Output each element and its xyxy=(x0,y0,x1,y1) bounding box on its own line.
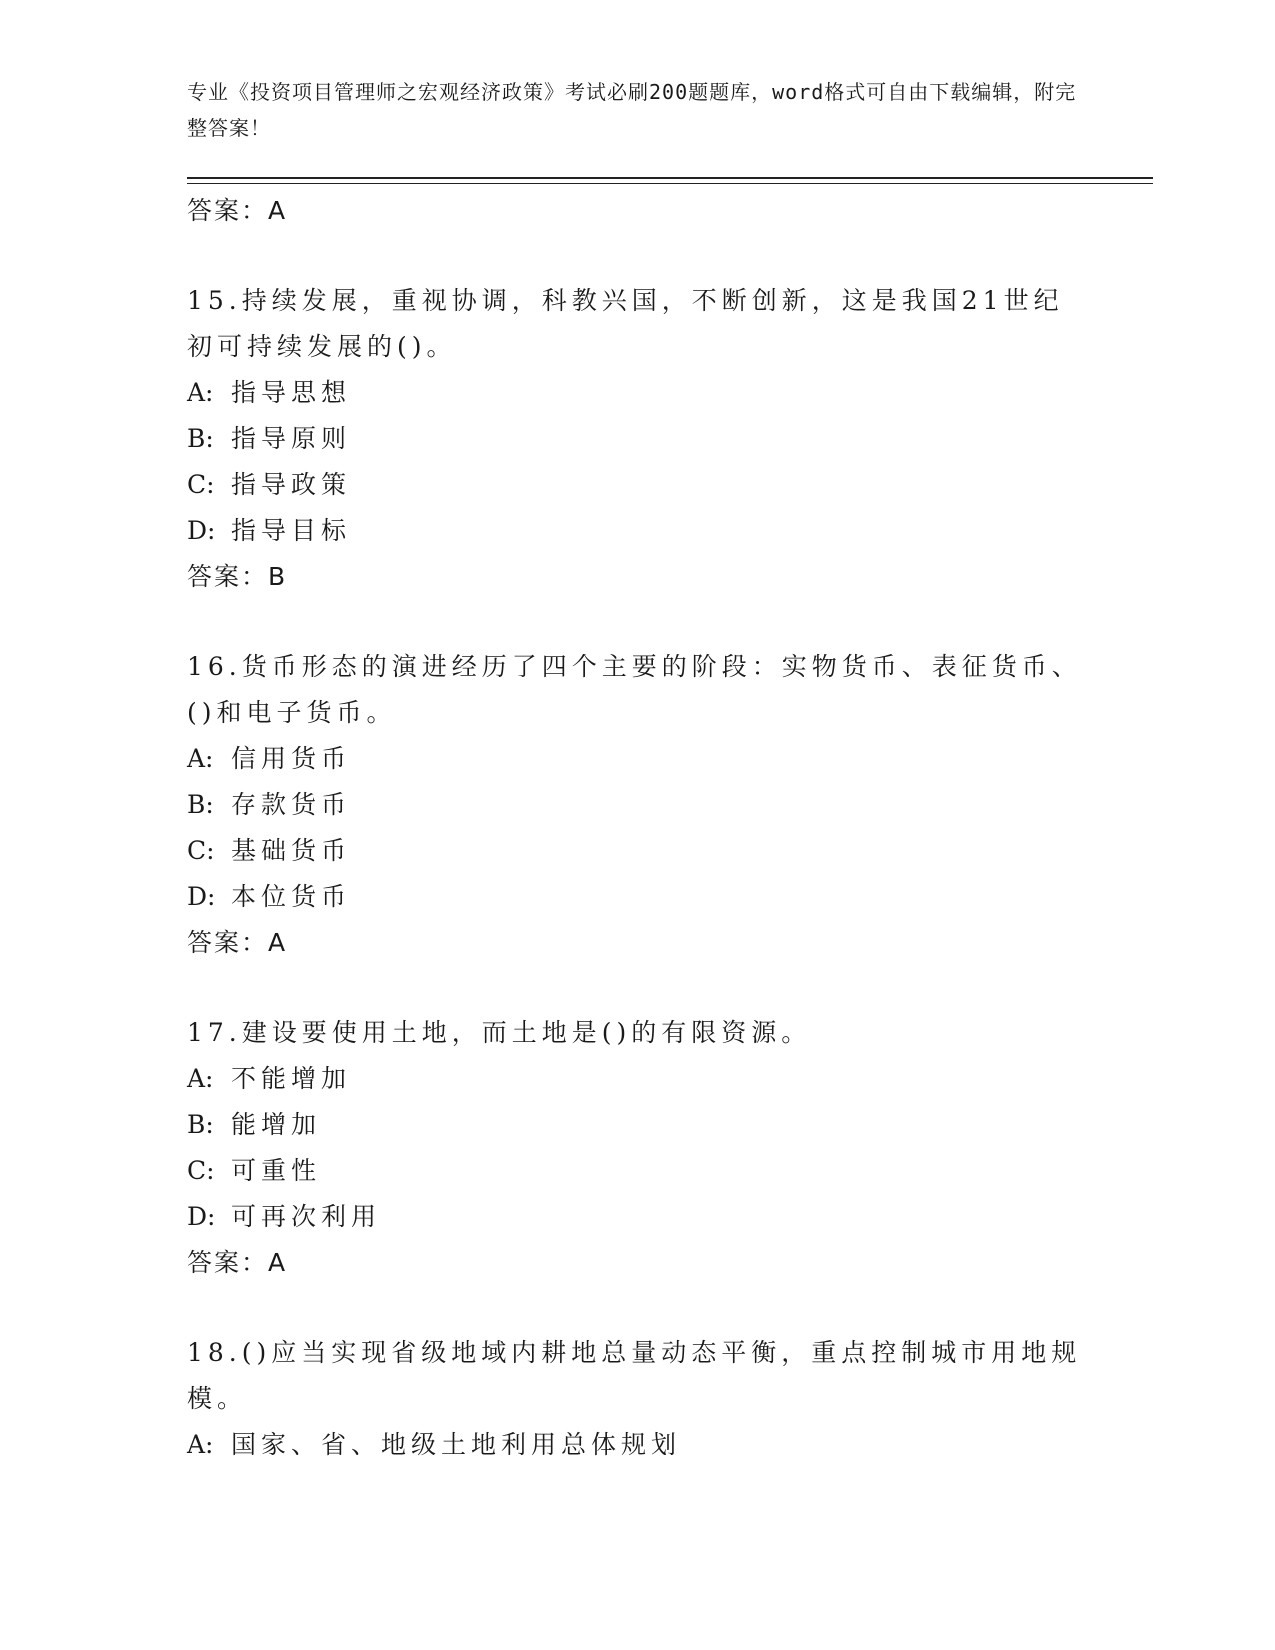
answer-line: 答案：B xyxy=(187,562,288,591)
question-15 xyxy=(187,278,1087,600)
header-divider-thin xyxy=(187,183,1153,184)
question-stem: 17.建设要使用土地，而土地是()的有限资源。 xyxy=(187,1018,812,1047)
option-key: B: xyxy=(187,790,214,819)
question-stem: 18.()应当实现省级地域内耕地总量动态平衡，重点控制城市用地规模。 xyxy=(187,1338,1082,1413)
option-text: 基础货币 xyxy=(231,836,352,865)
option-key: A: xyxy=(187,378,214,407)
option-a xyxy=(187,1056,1087,1102)
option-a xyxy=(187,370,1087,416)
option-text: 指导政策 xyxy=(231,470,352,499)
option-a xyxy=(187,736,1087,782)
answer-line: 答案：A xyxy=(187,928,288,957)
option-key: C: xyxy=(187,1156,215,1185)
option-c xyxy=(187,462,1087,508)
document-header xyxy=(187,74,1087,146)
question-17 xyxy=(187,1010,1087,1286)
option-c xyxy=(187,1148,1087,1194)
option-d xyxy=(187,1194,1087,1240)
option-key: B: xyxy=(187,1110,214,1139)
option-text: 不能增加 xyxy=(231,1064,352,1093)
option-key: B: xyxy=(187,424,214,453)
option-text: 可再次利用 xyxy=(231,1202,382,1231)
option-key: A: xyxy=(187,1430,214,1459)
question-stem: 15.持续发展，重视协调，科教兴国，不断创新，这是我国21世纪初可持续发展的()。 xyxy=(187,286,1064,361)
option-key: C: xyxy=(187,470,215,499)
option-text: 能增加 xyxy=(231,1110,322,1139)
option-key: D: xyxy=(187,1202,216,1231)
previous-answer: 答案：A xyxy=(187,196,288,225)
option-text: 指导思想 xyxy=(231,378,352,407)
answer-line: 答案：A xyxy=(187,1248,288,1277)
question-18 xyxy=(187,1330,1087,1468)
option-b xyxy=(187,1102,1087,1148)
option-b xyxy=(187,782,1087,828)
option-b xyxy=(187,416,1087,462)
option-key: A: xyxy=(187,744,214,773)
option-text: 国家、省、地级土地利用总体规划 xyxy=(231,1430,682,1459)
option-text: 可重性 xyxy=(231,1156,322,1185)
option-key: D: xyxy=(187,882,216,911)
option-text: 指导原则 xyxy=(231,424,352,453)
header-text: 专业《投资项目管理师之宏观经济政策》考试必刷200题题库，word格式可自由下载编辑，附完整答案！ xyxy=(187,80,1077,140)
question-list xyxy=(187,188,1087,1468)
option-c xyxy=(187,828,1087,874)
option-d xyxy=(187,874,1087,920)
option-text: 存款货币 xyxy=(231,790,352,819)
option-key: C: xyxy=(187,836,215,865)
header-divider-thick xyxy=(187,177,1153,179)
option-key: D: xyxy=(187,516,216,545)
option-text: 本位货币 xyxy=(231,882,352,911)
option-text: 信用货币 xyxy=(231,744,352,773)
option-key: A: xyxy=(187,1064,214,1093)
option-text: 指导目标 xyxy=(231,516,352,545)
option-d xyxy=(187,508,1087,554)
option-a xyxy=(187,1422,1087,1468)
question-16 xyxy=(187,644,1087,966)
question-stem: 16.货币形态的演进经历了四个主要的阶段：实物货币、表征货币、()和电子货币。 xyxy=(187,652,1082,727)
